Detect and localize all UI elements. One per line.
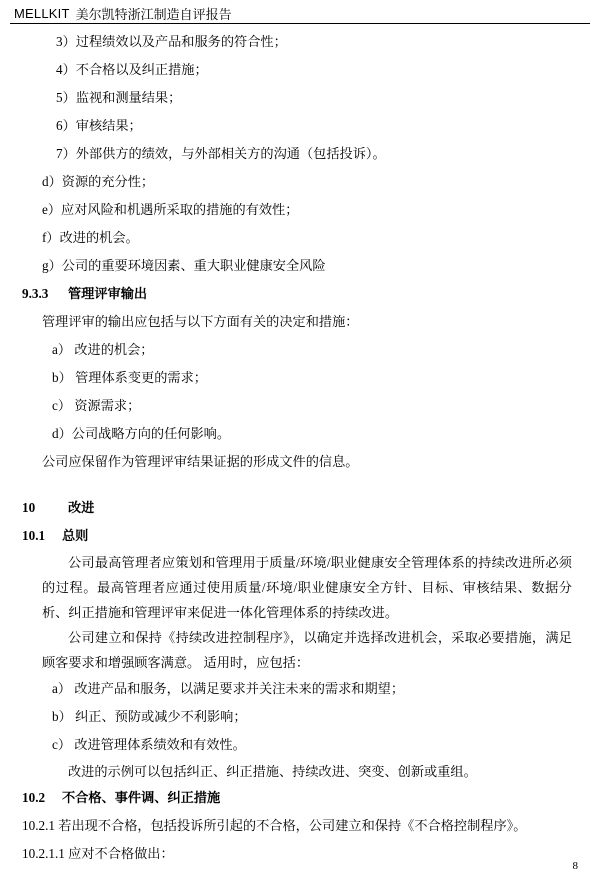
list-item: d）公司战略方向的任何影响。 [52,426,231,441]
section-title: 管理评审输出 [68,286,148,301]
list-item: g）公司的重要环境因素、重大职业健康安全风险 [42,258,326,273]
section-heading-10 [22,494,572,522]
section-number: 10.2 [22,790,46,805]
paragraph: 改进的示例可以包括纠正、纠正措施、持续改进、突变、创新或重组。 [68,764,477,779]
list-item: d）资源的充分性； [42,174,155,189]
list-item: 3）过程绩效以及产品和服务的符合性； [56,34,287,49]
section-heading-9-3-3 [22,280,572,308]
paragraph: 公司最高管理者应策划和管理用于质量/环境/职业健康安全管理体系的持续改进所必须的过程。最高管理者应通过使用质量/环境/职业健康安全方针、目标、审核结果、数据分析、纠正措施和管理评审来促进一体化管理体系的持续改进。 [42,555,572,620]
list-item: b） 管理体系变更的需求； [52,370,207,385]
section-heading-10-1 [22,522,572,550]
header-divider [10,23,590,24]
section-number: 9.3.3 [22,286,49,301]
list-item: 6）审核结果； [56,118,142,133]
list-item: e）应对风险和机遇所采取的措施的有效性； [42,202,299,217]
section-title: 总则 [62,528,89,543]
header-title: 美尔凯特浙江制造自评报告 [75,7,232,22]
list-item: 5）监视和测量结果； [56,90,182,105]
list-item: f）改进的机会。 [42,230,139,245]
list-item: a） 改进的机会； [52,342,154,357]
list-item: c） 改进管理体系绩效和有效性。 [52,737,246,752]
list-item: 7）外部供方的绩效，与外部相关方的沟通（包括投诉）。 [56,146,386,161]
document-content [0,28,600,868]
section-spacer [22,476,572,494]
list-item: b） 纠正、预防或减少不利影响； [52,709,247,724]
section-number: 10 [22,500,36,515]
list-item: a） 改进产品和服务，以满足要求并关注未来的需求和期望； [52,681,405,696]
section-intro: 管理评审的输出应包括与以下方面有关的决定和措施： [42,314,359,329]
section-title: 不合格、事件调、纠正措施 [62,790,221,805]
section-heading-10-2 [22,784,572,812]
page-number: 8 [572,860,578,872]
paragraph: 公司建立和保持《持续改进控制程序》，以确定并选择改进机会，采取必要措施，满足顾客要求和增强顾客满意。 适用时，应包括： [42,630,572,670]
section-closing: 公司应保留作为管理评审结果证据的形成文件的信息。 [42,454,359,469]
list-item: c） 资源需求； [52,398,141,413]
subsection-10-2-1: 10.2.1 若出现不合格，包括投诉所引起的不合格，公司建立和保持《不合格控制程序》。 [22,818,527,833]
section-number: 10.1 [22,528,46,543]
section-title: 改进 [68,500,95,515]
brand-logo: MELLKIT [14,6,70,21]
list-item: 4）不合格以及纠正措施； [56,62,208,77]
page-header [0,0,600,24]
subsection-10-2-1-1: 10.2.1.1 应对不合格做出： [22,846,174,861]
